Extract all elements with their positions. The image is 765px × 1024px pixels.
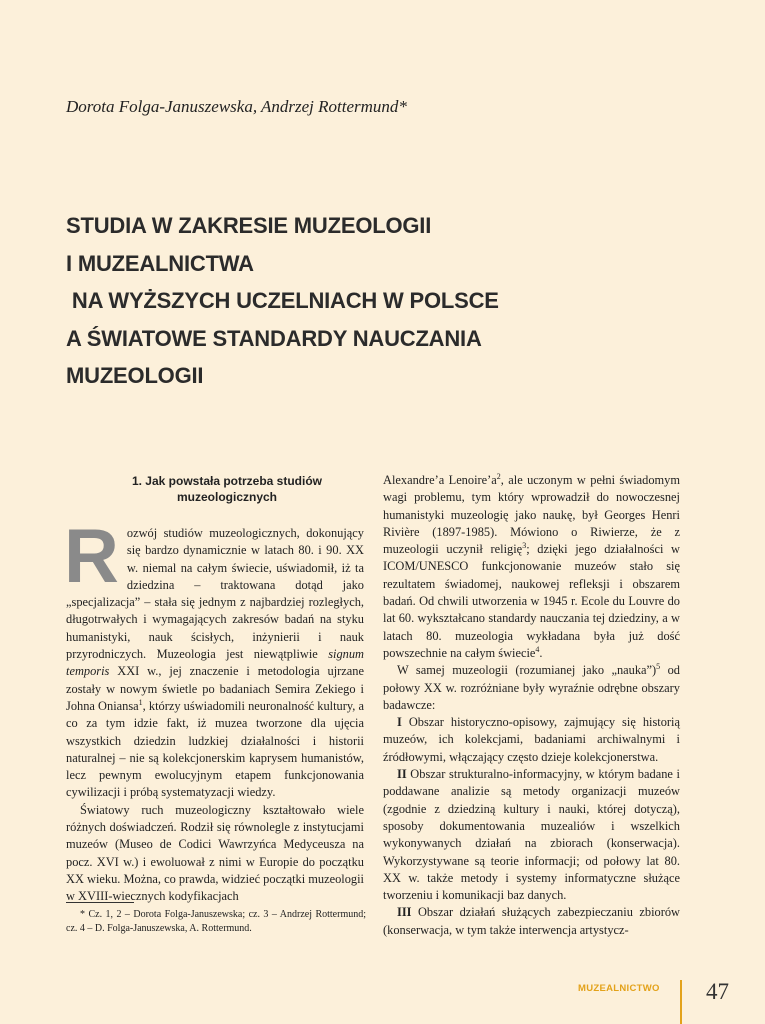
research-area-3: III Obszar działań służących zabezpieczaniu zbiorów (konserwacja, w tym także interwencja artystycz- bbox=[383, 905, 680, 937]
title-line: NA WYŻSZYCH UCZELNIACH W POLSCE bbox=[66, 288, 499, 313]
footnote-divider bbox=[66, 902, 134, 903]
authors: Dorota Folga-Januszewska, Andrzej Rottermund* bbox=[66, 97, 407, 116]
footnote: * Cz. 1, 2 – Dorota Folga-Januszewska; cz. 3 – Andrzej Rottermund; cz. 4 – D. Folga-Januszewska, A. Rottermund. bbox=[66, 909, 366, 934]
drop-cap: R bbox=[64, 514, 119, 599]
footnote-ref: 2 bbox=[496, 471, 501, 481]
paragraph: Alexandre’a $Lenoire’a^2$, ale uczonym w pełni świadomym wagi problemu, tym który wprowadził do nowoczesnej humanistyki muzeologię jako naukę, był Georges Henri Rivière (1897-1985). Mówiono o Riwierze, że z muzeologii uczynił religię$^3$; dzięki jego działalności w ICOM/UNESCO funkcjonowanie muzeów stało się rezultatem świadomej, naukowej refleksji i obszarem badań. Od chwili utworzenia w 1945 r. Ecole du Louvre do lat 60. wykształcano standardy nauczania tej dziedziny, a w latach 80. muzeologia wykładana była już dość powszechnie na całym świecie$^4$. bbox=[383, 471, 680, 660]
right-column bbox=[383, 472, 680, 939]
footer-divider bbox=[680, 980, 682, 1024]
title-line: A ŚWIATOWE STANDARDY NAUCZANIA bbox=[66, 325, 482, 351]
research-area-1: I Obszar historyczno-opisowy, zajmujący się historią muzeów, ich kolekcjami, badaniami archiwalnymi i źródłowymi, włączający często dzieje kolekcjonerstwa. bbox=[383, 715, 680, 764]
left-column bbox=[66, 472, 364, 906]
journal-name: MUZEALNICTWO bbox=[578, 983, 660, 994]
title-line: MUZEOLOGII bbox=[66, 363, 204, 388]
paragraph: W samej muzeologii (rozumianej jako „nauka”)$^5$ od połowy XX w. rozróżniane były wyraźnie odrębne obszary badawcze: bbox=[383, 662, 680, 712]
footnote-ref: 3 bbox=[522, 541, 527, 551]
title-line: STUDIA W ZAKRESIE MUZEOLOGII bbox=[66, 213, 432, 238]
page-number: 47 bbox=[706, 979, 729, 1004]
footnote-ref: 1 bbox=[138, 697, 143, 707]
paragraph: Rozwój studiów muzeologicznych, dokonujący się bardzo dynamicznie w latach 80. i 90. XX w. niemal na całym świecie, uświadomił, iż ta dziedzina – traktowana dotąd jako „specjalizacja” – stała się jednym z najbardziej rozległych, długotrwałych i wymagających zakresów badań na styku humanistyki, nauk ścisłych, inżynierii i nauk przyrodniczych. Muzeologia jest niewątpliwie signum temporis XXI w., jej znaczenie i metodologia ujrzane zostały w nowym świetle po badaniach Semira Zekiego i Johna Oniansa$^1$, którzy uświadomili neuronalność kultury, a co za tym idzie fakt, iż muzea tworzone dla ujęcia wszystkich dziedzin ludzkiej działalności i historii naturalnej – nie są kolekcjonerskim kaprysem humanistów, lecz pewnym ewolucyjnym etapem funkcjonowania cywilizacji i próbą systematyzacji wiedzy. bbox=[64, 514, 365, 800]
title-line: I MUZEALNICTWA bbox=[66, 250, 254, 276]
footnote-ref: 4 bbox=[535, 644, 540, 654]
article-title bbox=[66, 207, 499, 395]
section-heading: 1. Jak powstała potrzeba studiów muzeologicznych bbox=[131, 474, 323, 504]
footnote-ref: 5 bbox=[656, 662, 661, 672]
research-area-2: II Obszar strukturalno-informacyjny, w którym badane i poddawane analizie są metody organizacji muzeów (zgodnie z dziedziną kultury i nauki, której dotyczą), sposoby dokumentowania muzealiów i wszelkich wykonywanych działań na zbiorach (konserwacja). Wykorzystywane są teorie informacji; od połowy lat 80. XX w. także metody i systemy informatyczne służące tworzeniu i komunikacji baz danych. bbox=[383, 767, 680, 903]
paragraph: Światowy ruch muzeologiczny kształtowało wiele różnych doświadczeń. Rodził się równolegle z instytucjami muzeów (Museo de Codici Wawrzyńca Medyceusza na pocz. XVI w.) i ewoluował z nimi w Europie do początku XX wieku. Można, co prawda, widzieć początki muzeologii w XVIII-wiecznych kodyfikacjach bbox=[66, 802, 364, 904]
